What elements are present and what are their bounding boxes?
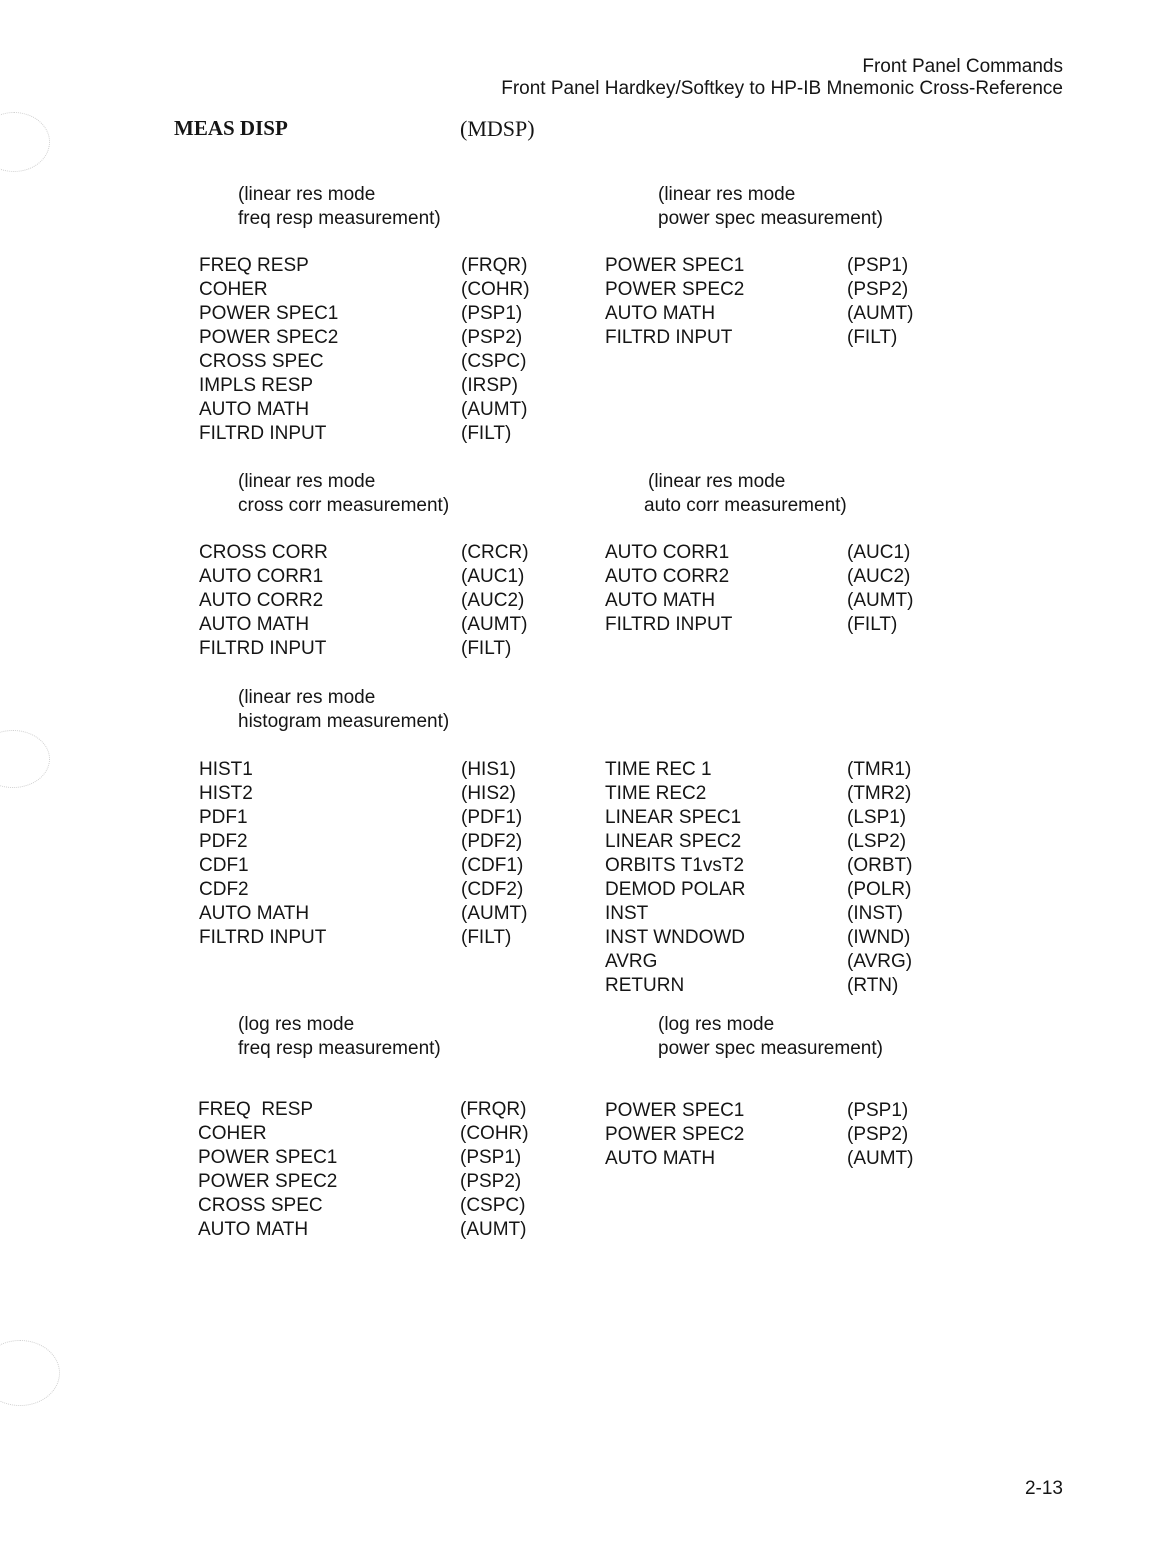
hpib-mnemonic: (AUC1) (847, 542, 911, 563)
running-header-title: Front Panel Commands (862, 56, 1063, 77)
hpib-mnemonic: (AVRG) (847, 951, 913, 972)
block-caption (238, 686, 449, 734)
hpib-mnemonic: (INST) (847, 903, 903, 924)
caption-line: (linear res mode (238, 687, 376, 708)
hpib-mnemonic: (FILT) (461, 638, 512, 659)
hpib-mnemonic: (CSPC) (460, 1195, 526, 1216)
softkey-label: POWER SPEC2 (199, 327, 339, 348)
softkey-label: POWER SPEC2 (198, 1171, 338, 1192)
hpib-mnemonic: (AUMT) (847, 1148, 914, 1169)
hpib-mnemonic: (PSP2) (847, 279, 909, 300)
hpib-mnemonic: (CRCR) (461, 542, 529, 563)
caption-line: (linear res mode (238, 184, 376, 205)
softkey-label: COHER (198, 1123, 267, 1144)
block-caption (238, 183, 441, 231)
hpib-mnemonic: (CDF1) (461, 855, 524, 876)
hpib-mnemonic: (AUMT) (847, 303, 914, 324)
softkey-label: HIST2 (199, 783, 253, 804)
hpib-mnemonic: (PSP1) (847, 1100, 909, 1121)
softkey-label: FILTRD INPUT (199, 638, 327, 659)
softkey-label: AUTO CORR1 (199, 566, 324, 587)
hpib-mnemonic: (AUC1) (461, 566, 525, 587)
block-caption (238, 470, 449, 518)
caption-line: power spec measurement) (658, 208, 883, 229)
hpib-mnemonic: (PSP1) (461, 303, 523, 324)
hpib-mnemonic: (FILT) (461, 423, 512, 444)
softkey-label: TIME REC 1 (605, 759, 712, 780)
caption-line: freq resp measurement) (238, 208, 441, 229)
softkey-label: AVRG (605, 951, 658, 972)
punch-hole-mark (0, 1340, 60, 1406)
hpib-mnemonic: (HIS2) (461, 783, 516, 804)
hpib-mnemonic: (IRSP) (461, 375, 518, 396)
section-mnemonic: (MDSP) (460, 116, 535, 141)
softkey-label: FILTRD INPUT (199, 423, 327, 444)
caption-line: (linear res mode (238, 471, 376, 492)
hpib-mnemonic: (COHR) (460, 1123, 529, 1144)
hpib-mnemonic: (AUC2) (461, 590, 525, 611)
softkey-label: AUTO MATH (199, 399, 310, 420)
softkey-label: CROSS CORR (199, 542, 328, 563)
running-header-subtitle: Front Panel Hardkey/Softkey to HP-IB Mnemonic Cross-Reference (501, 78, 1063, 99)
block-caption (238, 1013, 441, 1061)
hpib-mnemonic: (TMR1) (847, 759, 912, 780)
softkey-label: PDF1 (199, 807, 248, 828)
softkey-label: FREQ RESP (199, 255, 309, 276)
softkey-label: IMPLS RESP (199, 375, 314, 396)
softkey-label: DEMOD POLAR (605, 879, 746, 900)
punch-hole-mark (0, 112, 50, 172)
softkey-label: FILTRD INPUT (199, 927, 327, 948)
softkey-label: AUTO MATH (605, 303, 716, 324)
softkey-label: CDF2 (199, 879, 249, 900)
hpib-mnemonic: (PDF1) (461, 807, 523, 828)
softkey-label: INST WNDOWD (605, 927, 746, 948)
caption-line: histogram measurement) (238, 711, 450, 732)
page-number: 2-13 (1024, 1478, 1063, 1499)
softkey-label: FILTRD INPUT (605, 327, 733, 348)
softkey-label: AUTO CORR2 (605, 566, 730, 587)
caption-line: freq resp measurement) (238, 1038, 441, 1059)
hpib-mnemonic: (COHR) (461, 279, 530, 300)
caption-line: (log res mode (658, 1014, 775, 1035)
softkey-label: POWER SPEC1 (198, 1147, 338, 1168)
hpib-mnemonic: (FILT) (461, 927, 512, 948)
softkey-label: FILTRD INPUT (605, 614, 733, 635)
softkey-label: RETURN (605, 975, 685, 996)
hpib-mnemonic: (AUMT) (461, 903, 528, 924)
caption-line: (linear res mode (658, 184, 796, 205)
softkey-label: LINEAR SPEC2 (605, 831, 742, 852)
softkey-label: AUTO CORR1 (605, 542, 730, 563)
softkey-label: AUTO MATH (605, 1148, 716, 1169)
softkey-label: COHER (199, 279, 268, 300)
softkey-label: AUTO MATH (199, 614, 310, 635)
softkey-label: PDF2 (199, 831, 248, 852)
hpib-mnemonic: (AUMT) (847, 590, 914, 611)
hpib-mnemonic: (FILT) (847, 327, 898, 348)
softkey-label: INST (605, 903, 649, 924)
softkey-label: TIME REC2 (605, 783, 707, 804)
softkey-label: POWER SPEC1 (605, 1100, 745, 1121)
caption-line: auto corr measurement) (644, 495, 847, 516)
block-caption (644, 470, 847, 518)
hpib-mnemonic: (LSP2) (847, 831, 907, 852)
hpib-mnemonic: (CSPC) (461, 351, 527, 372)
caption-line: cross corr measurement) (238, 495, 450, 516)
hpib-mnemonic: (AUMT) (461, 614, 528, 635)
block-caption (658, 183, 883, 231)
hpib-mnemonic: (FRQR) (460, 1099, 527, 1120)
caption-line: (log res mode (238, 1014, 355, 1035)
softkey-label: AUTO MATH (605, 590, 716, 611)
hpib-mnemonic: (AUMT) (461, 399, 528, 420)
hpib-mnemonic: (POLR) (847, 879, 912, 900)
softkey-label: ORBITS T1vsT2 (605, 855, 745, 876)
hpib-mnemonic: (PSP2) (460, 1171, 522, 1192)
punch-hole-mark (0, 730, 50, 788)
hpib-mnemonic: (PDF2) (461, 831, 523, 852)
block-caption (658, 1013, 883, 1061)
softkey-label: AUTO CORR2 (199, 590, 324, 611)
hpib-mnemonic: (ORBT) (847, 855, 913, 876)
softkey-label: AUTO MATH (199, 903, 310, 924)
hpib-mnemonic: (AUC2) (847, 566, 911, 587)
softkey-label: AUTO MATH (198, 1219, 309, 1240)
softkey-label: CROSS SPEC (198, 1195, 323, 1216)
softkey-label: POWER SPEC2 (605, 1124, 745, 1145)
hpib-mnemonic: (HIS1) (461, 759, 516, 780)
softkey-label: HIST1 (199, 759, 253, 780)
hpib-mnemonic: (FRQR) (461, 255, 528, 276)
section-title: MEAS DISP (174, 116, 288, 140)
hpib-mnemonic: (PSP1) (460, 1147, 522, 1168)
softkey-label: POWER SPEC1 (605, 255, 745, 276)
softkey-label: POWER SPEC2 (605, 279, 745, 300)
softkey-label: CDF1 (199, 855, 249, 876)
caption-line: power spec measurement) (658, 1038, 883, 1059)
hpib-mnemonic: (PSP1) (847, 255, 909, 276)
hpib-mnemonic: (AUMT) (460, 1219, 527, 1240)
softkey-label: LINEAR SPEC1 (605, 807, 742, 828)
softkey-label: POWER SPEC1 (199, 303, 339, 324)
softkey-label: CROSS SPEC (199, 351, 324, 372)
hpib-mnemonic: (IWND) (847, 927, 911, 948)
hpib-mnemonic: (PSP2) (847, 1124, 909, 1145)
hpib-mnemonic: (CDF2) (461, 879, 524, 900)
hpib-mnemonic: (TMR2) (847, 783, 912, 804)
hpib-mnemonic: (PSP2) (461, 327, 523, 348)
hpib-mnemonic: (FILT) (847, 614, 898, 635)
hpib-mnemonic: (RTN) (847, 975, 899, 996)
hpib-mnemonic: (LSP1) (847, 807, 907, 828)
caption-line: (linear res mode (648, 471, 786, 492)
softkey-label: FREQ RESP (198, 1099, 314, 1120)
